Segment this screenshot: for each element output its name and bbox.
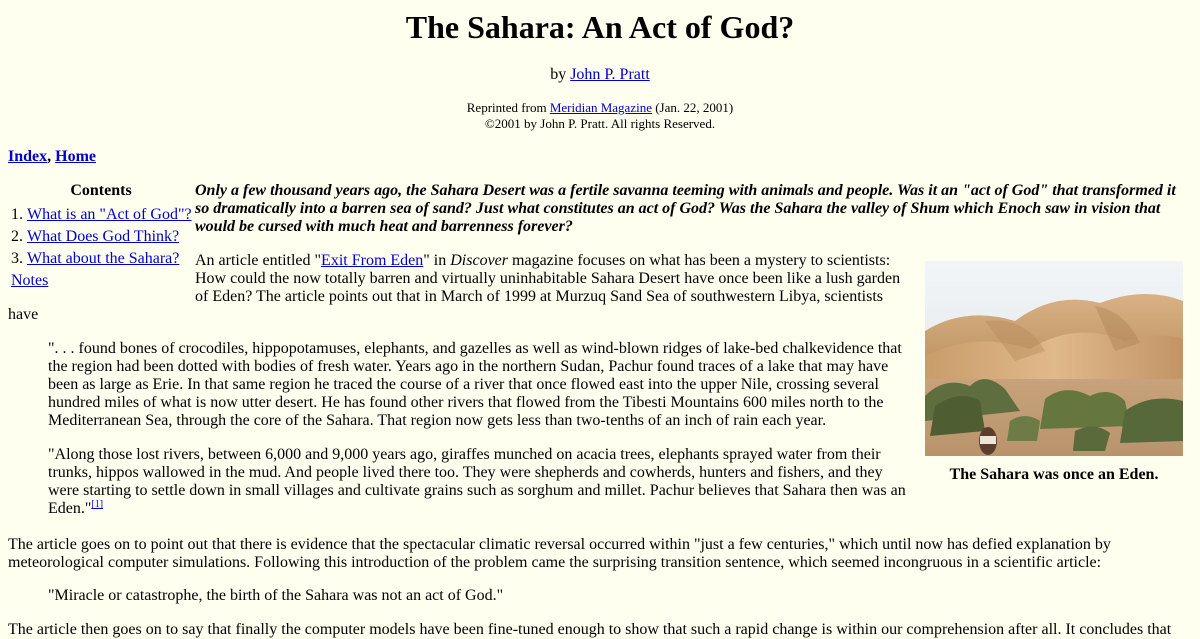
desert-dunes-photo-icon xyxy=(925,261,1183,456)
top-nav xyxy=(8,148,96,166)
toc-item xyxy=(8,248,194,270)
index-link[interactable]: Index xyxy=(8,148,48,165)
quote-2-text: "Along those lost rivers, between 6,000 and 9,000 years ago, giraffes munched on acacia trees, elephants sprayed water from their trunks, hippos wallowed in the mud. And people lived there too. They were shepherds and cowherds, hunters and fishers, and they were starting to settle down in small villages and cultivate grains such as sorghum and millet. Pachur believes that Sahara then was an Eden." xyxy=(48,446,906,517)
toc-heading: Contents xyxy=(70,182,132,199)
home-link[interactable]: Home xyxy=(55,148,96,165)
figure xyxy=(925,261,1183,484)
toc-item-number: 1. xyxy=(11,206,23,223)
reprint-date: (Jan. 22, 2001) xyxy=(655,100,734,115)
article-abstract: Only a few thousand years ago, the Sahara Desert was a fertile savanna teeming with animals and people. Was it an "act of God" that transformed it so dramatically into a barren sea of sand? Just what constitutes an act of God? Was the Sahara the valley of Shum which Enoch saw in vision that would be cursed with much heat and barrenness forever? xyxy=(195,182,1176,235)
intro-paragraph xyxy=(195,252,910,306)
body-paragraph: The article goes on to point out that there is evidence that the spectacular climatic reversal occurred within "just a few centuries," which until now has defied explanation by meteorological computer simulations. Following this introduction of the problem came the surprising transition sentence, which seemed incongruous in a scientific article: xyxy=(8,536,1111,571)
exit-from-eden-link[interactable]: Exit From Eden xyxy=(321,252,424,269)
intro-text-b: " in xyxy=(423,252,451,269)
body-paragraph: The article then goes on to say that finally the computer models have been fine-tuned enough to show that such a rapid change is within our comprehension after all. It concludes that xyxy=(8,621,1172,638)
page-title: The Sahara: An Act of God? xyxy=(405,9,795,45)
table-of-contents xyxy=(8,182,194,292)
byline-prefix: by xyxy=(550,66,567,83)
reprint-notice xyxy=(0,100,1200,132)
toc-item xyxy=(8,270,194,292)
toc-link-sahara[interactable]: What about the Sahara? xyxy=(27,250,180,267)
toc-item xyxy=(8,226,194,248)
block-quote-1: ". . . found bones of crocodiles, hippopotamuses, elephants, and gazelles as well as wind-blown ridges of lake-bed chalkevidence that the region had been dotted with bodies of fresh water. Years ago in the northern Sudan, Pachur found traces of a lake that may have been as large as Erie. In that same region he traced the course of a river that once flowed east into the upper Nile, crossing several hundred miles of what is now utter desert. He has found other rivers that flowed from the Tibesti Mountains 600 miles north to the Mediterranean Sea, through the core of the Sahara. That region now gets less than two-tenths of an inch of rain each year. xyxy=(48,340,902,429)
intro-text-c: magazine focuses on what has been a mystery to scientists: How could the now totally barren and virtually uninhabitable Sahara Desert have once been like a lush garden of Eden? The article points out that in March of 1999 at Murzuq Sand Sea of southwestern Libya, scientists xyxy=(195,252,901,305)
toc-link-act-of-god[interactable]: What is an "Act of God"? xyxy=(27,206,192,223)
toc-link-notes[interactable]: Notes xyxy=(11,272,49,289)
intro-text-a: An article entitled " xyxy=(195,252,322,269)
discover-magazine-name: Discover xyxy=(450,252,509,269)
toc-link-god-think[interactable]: What Does God Think? xyxy=(27,228,180,245)
toc-item-number: 2. xyxy=(11,228,23,245)
byline xyxy=(0,66,1200,84)
author-link[interactable]: John P. Pratt xyxy=(570,66,650,83)
copyright: ©2001 by John P. Pratt. All rights Reserved. xyxy=(484,116,716,131)
block-quote-2 xyxy=(48,446,910,518)
intro-paragraph-end: have xyxy=(8,306,39,323)
block-quote-3: "Miracle or catastrophe, the birth of the Sahara was not an act of God." xyxy=(48,587,504,604)
toc-item-number: 3. xyxy=(11,250,23,267)
footnote-link[interactable]: [1] xyxy=(91,499,104,510)
reprint-prefix: Reprinted from xyxy=(466,100,547,115)
nav-separator: , xyxy=(47,148,52,165)
toc-item xyxy=(8,204,194,226)
figure-caption: The Sahara was once an Eden. xyxy=(949,466,1159,483)
magazine-link[interactable]: Meridian Magazine xyxy=(549,100,652,115)
